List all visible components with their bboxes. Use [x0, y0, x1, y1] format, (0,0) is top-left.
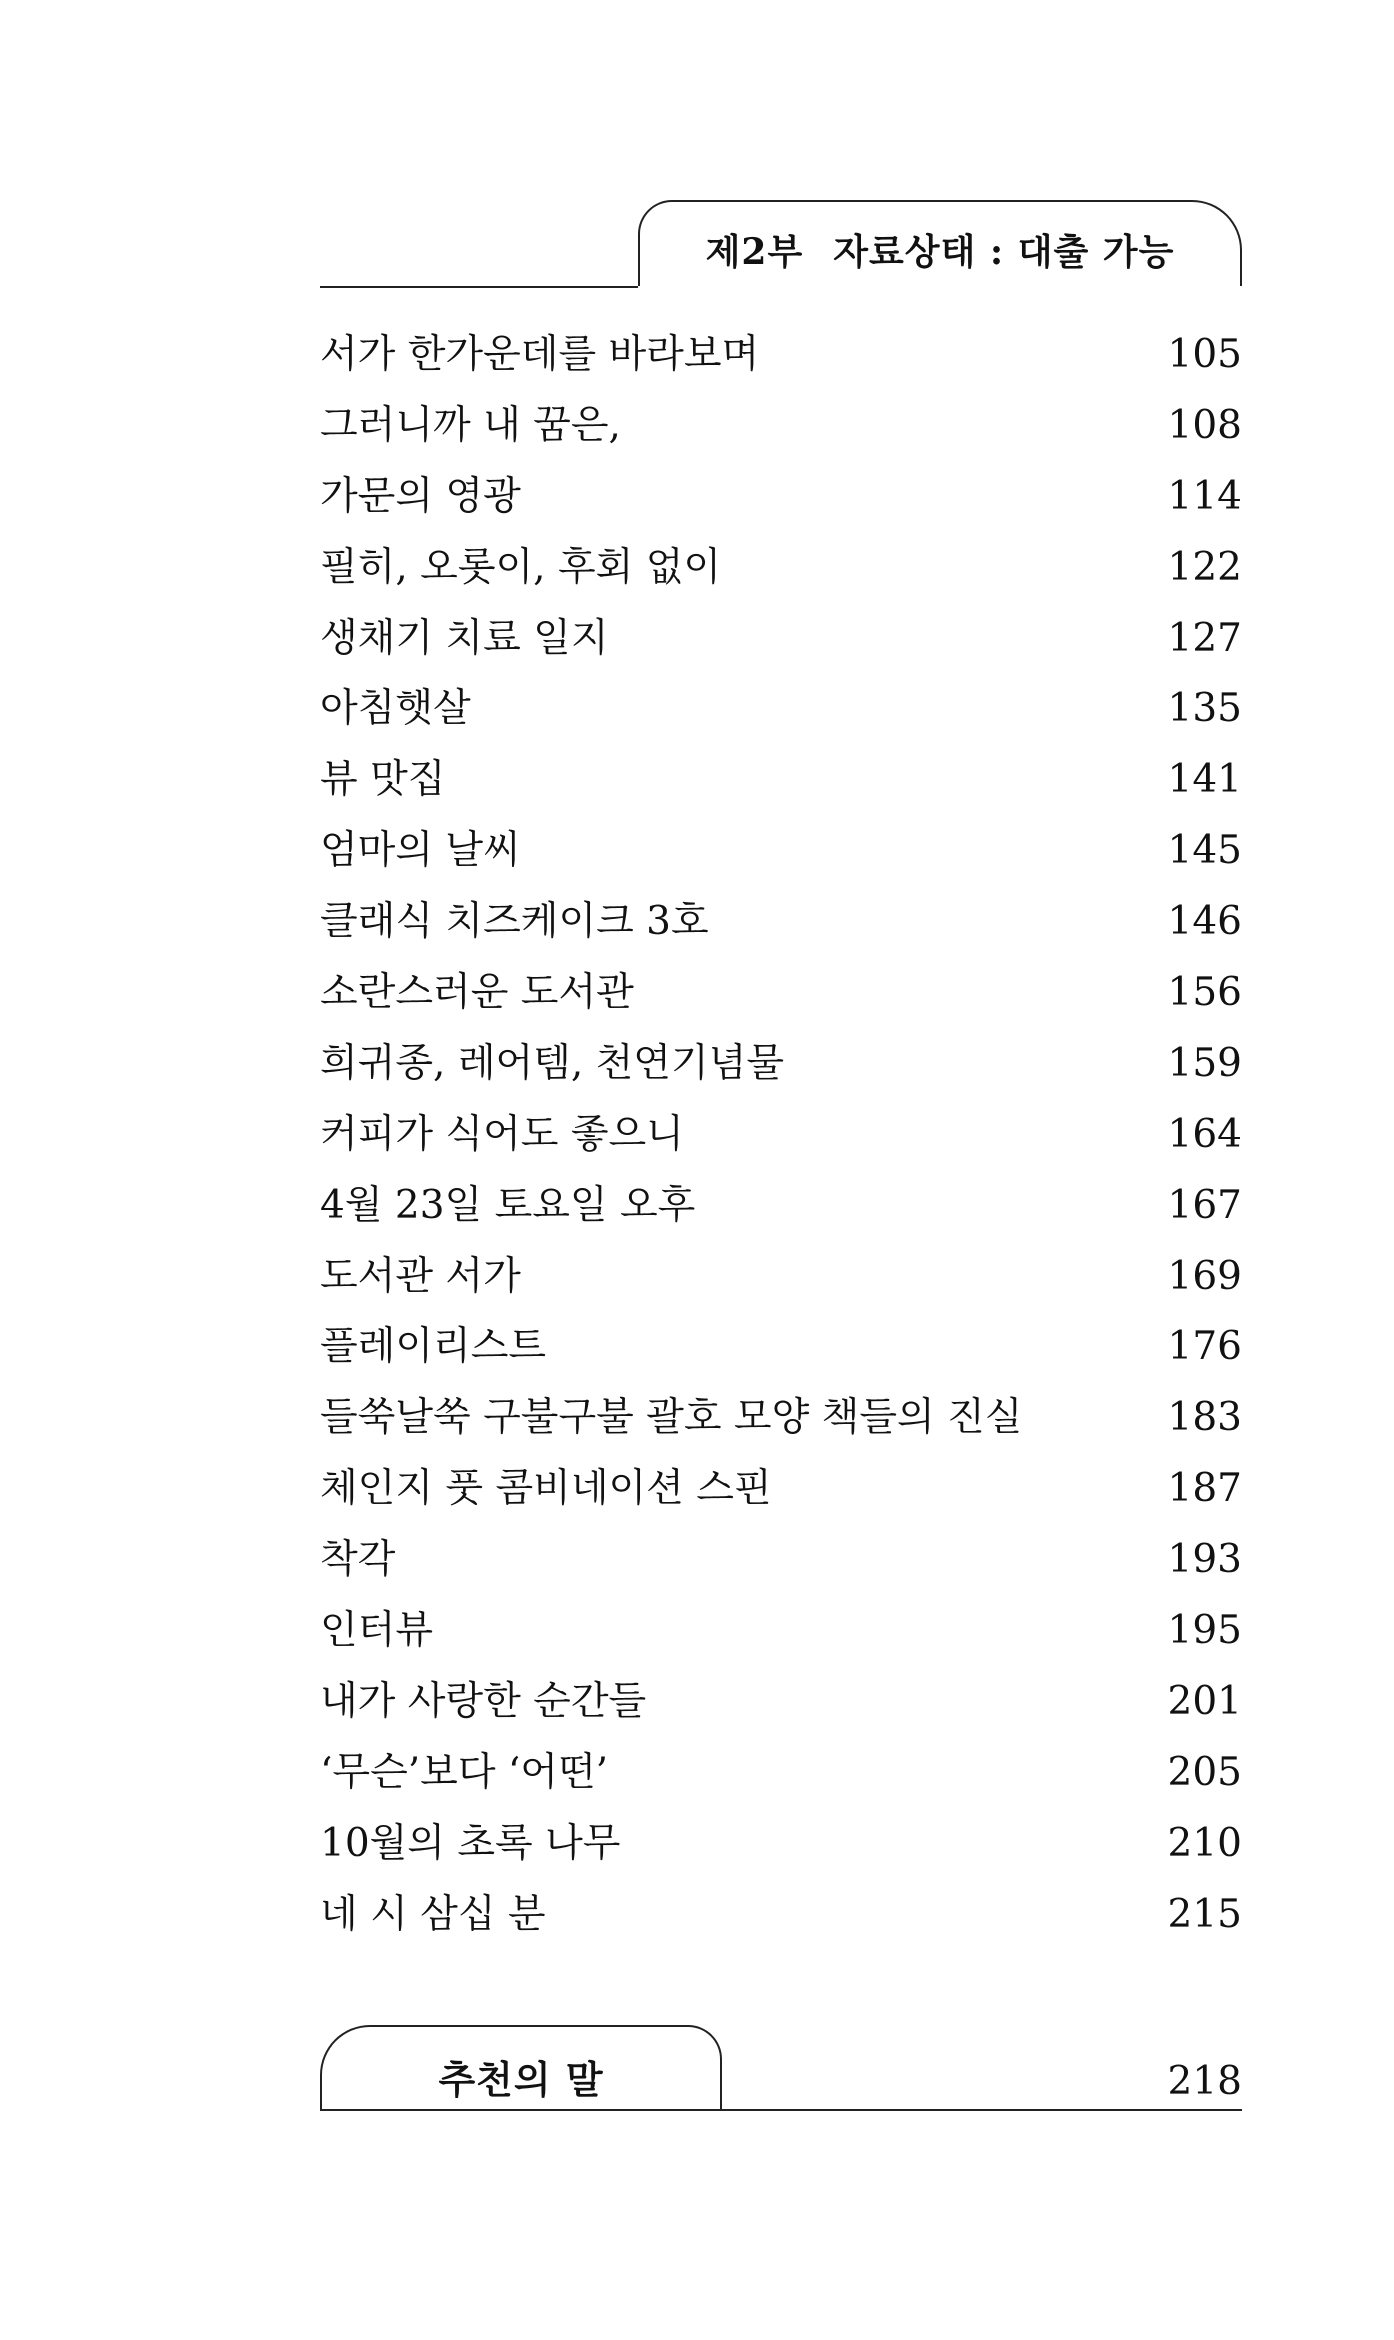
header-rule	[320, 286, 638, 288]
toc-entry-page-number: 164	[1167, 1111, 1242, 1157]
toc-entry-title: 플레이리스트	[320, 1324, 547, 1370]
toc-entry-page-number: 169	[1167, 1253, 1242, 1299]
toc-entry	[320, 1322, 1242, 1393]
toc-entry	[320, 472, 1242, 543]
toc-entry-title: 도서관 서가	[320, 1253, 521, 1299]
toc-entry-title: 커피가 식어도 좋으니	[320, 1111, 684, 1157]
toc-entry-page-number: 145	[1167, 828, 1242, 874]
part-header-text	[640, 224, 1240, 275]
toc-entry-page-number: 122	[1167, 544, 1242, 590]
toc-entry-page-number: 176	[1167, 1324, 1242, 1370]
toc-entry-title: ‘무슨’보다 ‘어떤’	[320, 1749, 609, 1795]
recommendation-page-number: 218	[1167, 2059, 1242, 2104]
toc-entry	[320, 1393, 1242, 1464]
toc-entry-page-number: 205	[1167, 1749, 1242, 1795]
toc-entry	[320, 684, 1242, 755]
part-title: 자료상태 : 대출 가능	[833, 231, 1175, 273]
part-header-tab	[638, 200, 1242, 286]
toc-entry-page-number: 167	[1167, 1182, 1242, 1228]
toc-entry-title: 네 시 삼십 분	[320, 1891, 546, 1937]
part-number: 제2부	[705, 231, 804, 273]
toc-entry-page-number: 114	[1167, 473, 1242, 519]
toc-entry-title: 들쑥날쑥 구불구불 괄호 모양 책들의 진실	[320, 1395, 1023, 1441]
toc-entry	[320, 826, 1242, 897]
toc-entry	[320, 330, 1242, 401]
toc-entry-page-number: 105	[1167, 332, 1242, 377]
toc-entry-page-number: 127	[1167, 615, 1242, 661]
toc-entry-page-number: 187	[1167, 1466, 1242, 1512]
recommendation-title: 추천의 말	[438, 2057, 604, 2102]
toc-entry-page-number: 183	[1167, 1395, 1242, 1441]
toc-entry-title: 체인지 풋 콤비네이션 스핀	[320, 1466, 772, 1512]
toc-entry	[320, 401, 1242, 472]
toc-entry-title: 클래식 치즈케이크 3호	[320, 899, 709, 945]
toc-entry-title: 소란스러운 도서관	[320, 970, 634, 1016]
toc-entry	[320, 1677, 1242, 1748]
toc-entry	[320, 1748, 1242, 1819]
toc-entry-title: 10월의 초록 나무	[320, 1820, 621, 1866]
toc-entry	[320, 1464, 1242, 1535]
toc-entry-page-number: 156	[1167, 970, 1242, 1016]
toc-entry	[320, 1606, 1242, 1677]
toc-entry	[320, 897, 1242, 968]
toc-entry	[320, 1819, 1242, 1890]
toc-entry	[320, 1039, 1242, 1110]
toc-entry	[320, 1535, 1242, 1606]
toc-entry-title: 내가 사랑한 순간들	[320, 1678, 647, 1724]
toc-entry-page-number: 195	[1167, 1608, 1242, 1654]
toc-entry	[320, 968, 1242, 1039]
toc-entry	[320, 1110, 1242, 1181]
toc-entry	[320, 614, 1242, 685]
toc-entry-title: 엄마의 날씨	[320, 828, 521, 874]
toc-entry-title: 아침햇살	[320, 686, 471, 732]
toc-entry-title: 가문의 영광	[320, 473, 521, 519]
toc-entry-title: 희귀종, 레어템, 천연기념물	[320, 1040, 785, 1086]
toc-entry-page-number: 159	[1167, 1040, 1242, 1086]
toc-entry-page-number: 141	[1167, 757, 1242, 803]
toc-entry-title: 인터뷰	[320, 1608, 434, 1654]
toc-entry	[320, 755, 1242, 826]
toc-entry-title: 착각	[320, 1537, 396, 1583]
recommendation-section	[320, 2025, 1242, 2125]
toc-entry-page-number: 201	[1167, 1678, 1242, 1724]
toc-entry	[320, 1252, 1242, 1323]
toc-entry-title: 그러니까 내 꿈은,	[320, 402, 621, 448]
recommendation-rule	[320, 2109, 1242, 2111]
toc-entry-page-number: 215	[1167, 1891, 1242, 1937]
toc-entry-title: 뷰 맛집	[320, 757, 446, 803]
toc-entry-title: 생채기 치료 일지	[320, 615, 609, 661]
toc-entry-page-number: 210	[1167, 1820, 1242, 1866]
part-header	[320, 200, 1242, 288]
toc-entry-page-number: 146	[1167, 899, 1242, 945]
recommendation-tab	[320, 2025, 722, 2111]
toc-entry-page-number: 135	[1167, 686, 1242, 732]
toc-entry	[320, 1181, 1242, 1252]
toc-entry-page-number: 108	[1167, 402, 1242, 448]
toc-entry	[320, 1890, 1242, 1961]
toc-entry-title: 서가 한가운데를 바라보며	[320, 332, 760, 377]
toc-entry-title: 4월 23일 토요일 오후	[320, 1182, 696, 1228]
toc-entry-page-number: 193	[1167, 1537, 1242, 1583]
toc-entry	[320, 543, 1242, 614]
toc-list	[320, 330, 1242, 1960]
toc-entry-title: 필히, 오롯이, 후회 없이	[320, 544, 722, 590]
